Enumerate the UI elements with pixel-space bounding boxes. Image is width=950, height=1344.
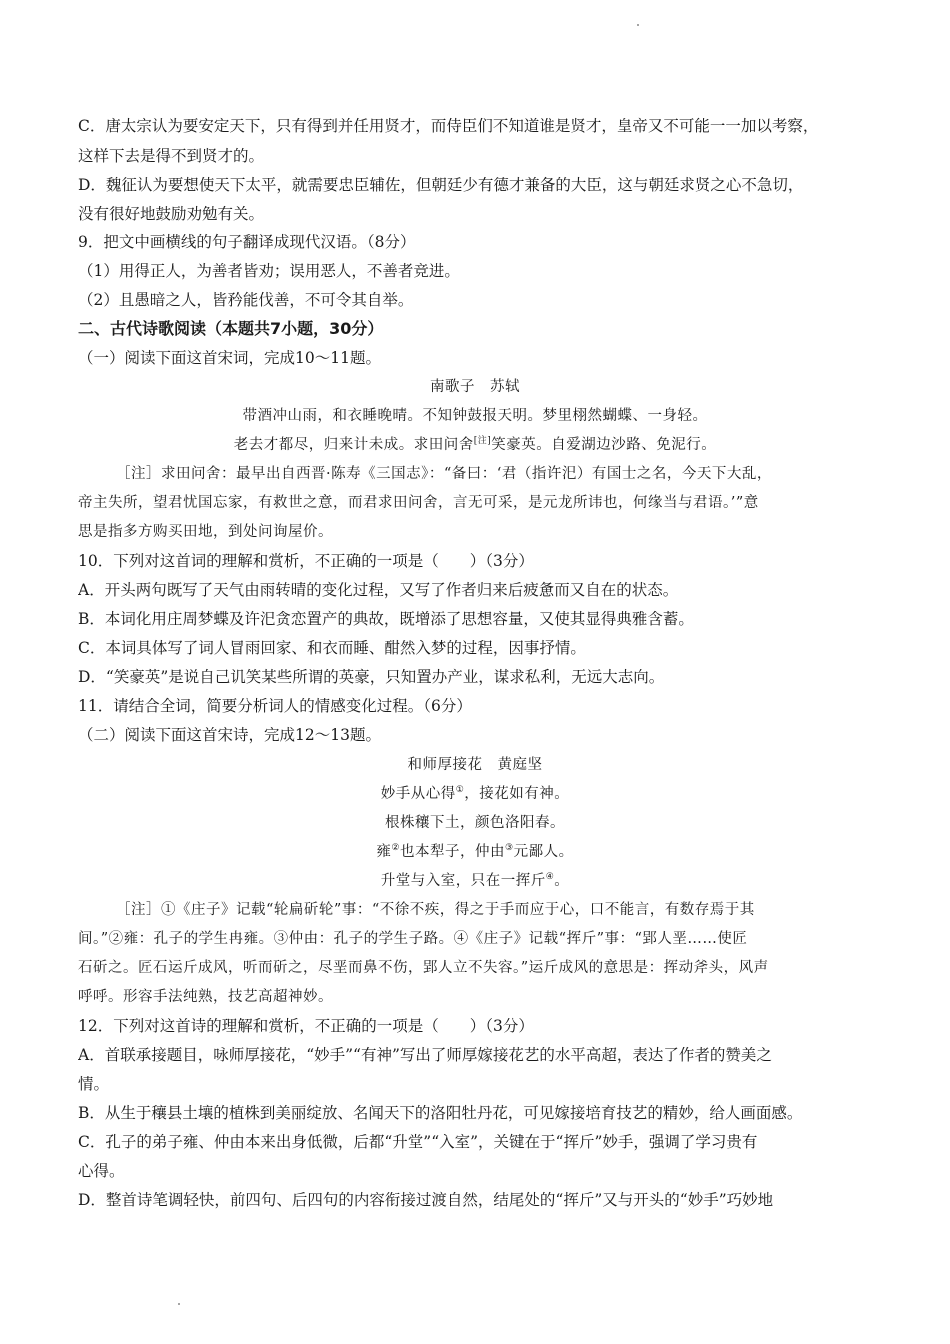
poem-1-note-line-1: ［注］求田问舍：最早出自西晋·陈寿《三国志》：“备曰：‘君（指许汜）有国士之名，今天下大乱， <box>116 466 772 482</box>
question-12-option-c-line-2: 心得。 <box>78 1162 125 1180</box>
option-d-line-2: 没有很好地鼓励劝勉有关。 <box>78 205 265 223</box>
poem-2-line-1-part-b: ，接花如有神。 <box>464 786 570 802</box>
poem-1-line-2-part-b: 笑豪英。自爱湖边沙路、免泥行。 <box>491 437 717 453</box>
poem-1-line-2-part-a: 老去才都尽，归来计未成。求田问舍 <box>233 437 474 453</box>
poem-2-note-line-4: 呼呼。形容手法纯熟，技艺高超神妙。 <box>78 989 333 1005</box>
question-12-option-d-line-1: D．整首诗笔调轻快，前四句、后四句的内容衔接过渡自然，结尾处的“挥斤”又与开头的“妙手”巧妙地 <box>78 1191 774 1209</box>
poem-2-line-2: 根株穰下土，颜色洛阳春。 <box>385 815 565 831</box>
note-marker-3: ③ <box>505 843 514 854</box>
question-12-option-a-line-1: A．首联承接题目，咏师厚接花，“妙手”“有神”写出了师厚嫁接花艺的水平高超，表达了作者的赞美之 <box>78 1046 772 1064</box>
question-10: 10．下列对这首词的理解和赏析，不正确的一项是（ ）（3分） <box>78 552 534 570</box>
part-two-instruction: （二）阅读下面这首宋诗，完成12～13题。 <box>78 726 381 744</box>
scan-speck <box>637 24 639 26</box>
part-one-instruction: （一）阅读下面这首宋词，完成10～11题。 <box>78 349 381 367</box>
question-10-option-c: C．本词具体写了词人冒雨回家、和衣而睡、酣然入梦的过程，因事抒情。 <box>78 639 586 657</box>
poem-2-line-3-part-a: 雍 <box>376 844 392 860</box>
option-c-line-2: 这样下去是得不到贤才的。 <box>78 147 265 165</box>
poem-2-line-3 <box>0 842 950 862</box>
poem-2-line-4 <box>0 871 950 891</box>
note-marker: [注] <box>473 436 492 447</box>
note-marker-4: ④ <box>545 872 555 883</box>
poem-1-line-2 <box>0 435 950 455</box>
poem-2-line-3-part-c: 元鄙人。 <box>513 844 574 860</box>
question-12: 12．下列对这首诗的理解和赏析，不正确的一项是（ ）（3分） <box>78 1017 534 1035</box>
scan-speck <box>178 1303 180 1305</box>
option-d-line-1: D．魏征认为要想使天下太平，就需要忠臣辅佐，但朝廷少有德才兼备的大臣，这与朝廷求贤之心不急切， <box>78 176 804 194</box>
section-heading-poetry: 二、古代诗歌阅读（本题共7小题，30分） <box>78 319 384 338</box>
poem-2-line-4-part-b: 。 <box>554 873 570 889</box>
poem-2-line-3-part-b: 也本犁子，仲由 <box>400 844 505 860</box>
poem-2-note-line-3: 石斫之。匠石运斤成风，听而斫之，尽垩而鼻不伤，郢人立不失容。”运斤成风的意思是：挥动斧头，风声 <box>78 960 769 976</box>
question-12-option-c-line-1: C．孔子的弟子雍、仲由本来出身低微，后都“升堂”“入室”，关键在于“挥斤”妙手，强调了学习贵有 <box>78 1133 758 1151</box>
question-12-option-b: B．从生于穰县土壤的植株到美丽绽放、名闻天下的洛阳牡丹花，可见嫁接培育技艺的精妙，给人画面感。 <box>78 1104 803 1122</box>
poem-2-note-line-1: ［注］①《庄子》记载“轮扁斫轮”事：“不徐不疾，得之于手而应于心，口不能言，有数存焉于其 <box>116 902 755 918</box>
question-9: 9．把文中画横线的句子翻译成现代汉语。（8分） <box>78 233 416 251</box>
question-10-option-d: D．“笑豪英”是说自己讥笑某些所谓的英豪，只知置办产业，谋求私利，无远大志向。 <box>78 668 665 686</box>
poem-1-title: 南歌子 苏轼 <box>430 379 520 395</box>
note-marker-1: ① <box>455 785 465 796</box>
poem-2-line-1 <box>0 784 950 804</box>
question-11: 11．请结合全词，简要分析词人的情感变化过程。（6分） <box>78 697 472 715</box>
poem-2-line-4-part-a: 升堂与入室，只在一挥斤 <box>380 873 546 889</box>
question-10-option-b: B．本词化用庄周梦蝶及许汜贪恋置产的典故，既增添了思想容量，又使其显得典雅含蓄。 <box>78 610 694 628</box>
note-marker-2: ② <box>391 843 400 854</box>
question-12-option-a-line-2: 情。 <box>78 1075 110 1093</box>
poem-1-note-line-2: 帝主失所，望君忧国忘家，有救世之意，而君求田问舍，言无可采，是元龙所讳也，何缘当与君语。’”意 <box>78 495 759 511</box>
poem-1-line-1: 带酒冲山雨，和衣睡晚晴。不知钟鼓报天明。梦里栩然蝴蝶、一身轻。 <box>242 408 708 424</box>
poem-1-note-line-3: 思是指多方购买田地，到处问询屋价。 <box>78 524 333 540</box>
poem-2-note-line-2: 间。”②雍：孔子的学生冉雍。③仲由：孔子的学生子路。④《庄子》记载“挥斤”事：“郢人垩……使匠 <box>78 931 748 947</box>
question-10-option-a: A．开头两句既写了天气由雨转晴的变化过程，又写了作者归来后疲惫而又自在的状态。 <box>78 581 679 599</box>
question-9-sentence-1: （1）用得正人，为善者皆劝；误用恶人，不善者竞进。 <box>78 262 460 280</box>
question-9-sentence-2: （2）且愚暗之人，皆矜能伐善，不可令其自举。 <box>78 291 414 309</box>
poem-2-title: 和师厚接花 黄庭坚 <box>407 757 543 773</box>
poem-2-line-1-part-a: 妙手从心得 <box>380 786 456 802</box>
option-c-line-1: C．唐太宗认为要安定天下，只有得到并任用贤才，而侍臣们不知道谁是贤才，皇帝又不可能一一加以考察， <box>78 117 819 135</box>
